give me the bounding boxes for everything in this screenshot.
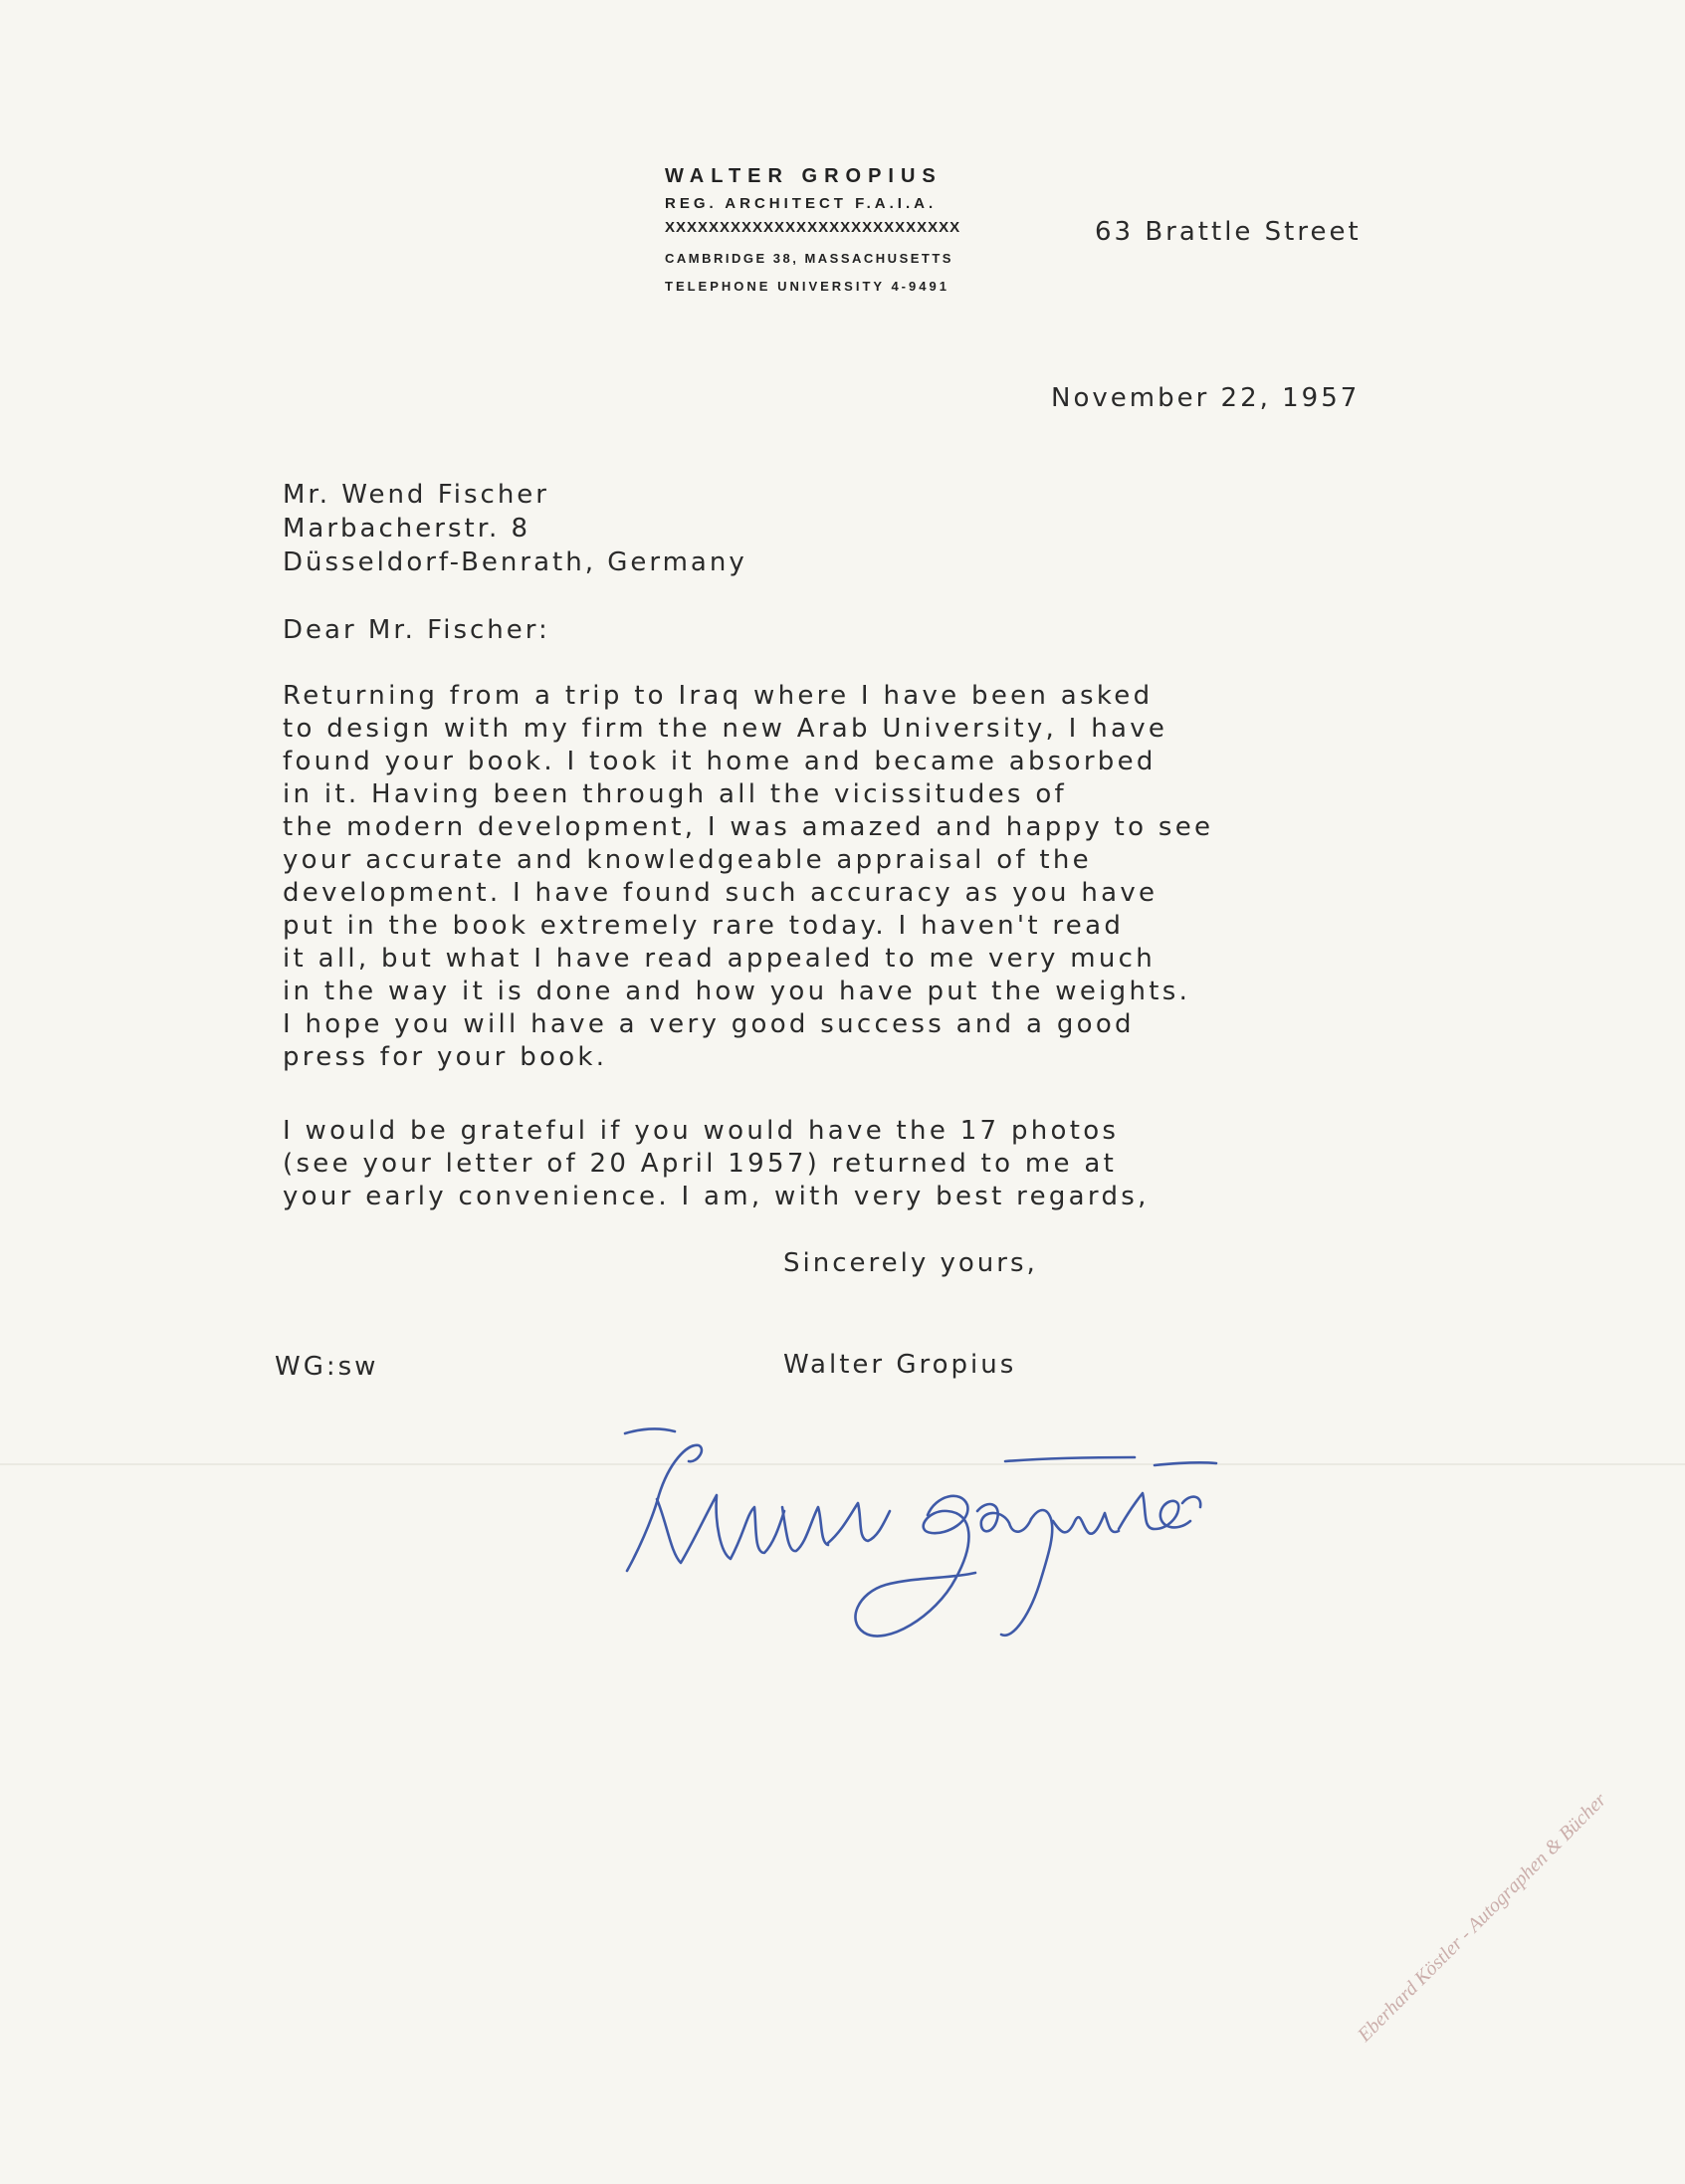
salutation: Dear Mr. Fischer: xyxy=(283,615,550,645)
dealer-watermark: Eberhard Köstler - Autographen & Bücher xyxy=(1354,1789,1611,2047)
body-line: it all, but what I have read appealed to me very much xyxy=(283,944,1156,974)
letter-date: November 22, 1957 xyxy=(1051,383,1361,413)
body-line: put in the book extremely rare today. I haven't read xyxy=(283,911,1125,941)
inside-address-line: Marbacherstr. 8 xyxy=(283,514,531,544)
inside-address-line: Düsseldorf-Benrath, Germany xyxy=(283,547,747,577)
body-line: to design with my firm the new Arab University, I have xyxy=(283,714,1168,744)
handwritten-signature xyxy=(597,1404,1413,1672)
body-line: in it. Having been through all the vicissitudes of xyxy=(283,779,1067,809)
letterhead-title: REG. ARCHITECT F.A.I.A. xyxy=(665,195,938,212)
body-line: development. I have found such accuracy as you have xyxy=(283,878,1158,908)
body-line: I hope you will have a very good success and a good xyxy=(283,1009,1135,1039)
letterhead-telephone: TELEPHONE UNIVERSITY 4-9491 xyxy=(665,279,949,294)
body-line: your accurate and knowledgeable appraisal of the xyxy=(283,845,1092,875)
body-line: your early convenience. I am, with very best regards, xyxy=(283,1182,1150,1211)
inside-address-line: Mr. Wend Fischer xyxy=(283,480,549,510)
letterhead-struck-line: XXXXXXXXXXXXXXXXXXXXXXXXXXX xyxy=(665,219,961,236)
body-line: (see your letter of 20 April 1957) returned to me at xyxy=(283,1149,1118,1179)
body-line: press for your book. xyxy=(283,1042,608,1072)
body-line: I would be grateful if you would have the 17 photos xyxy=(283,1116,1120,1146)
body-line: found your book. I took it home and became absorbed xyxy=(283,747,1157,776)
typed-signature-name: Walter Gropius xyxy=(783,1350,1017,1380)
reference-initials: WG:sw xyxy=(275,1352,379,1382)
body-line: in the way it is done and how you have put the weights. xyxy=(283,977,1191,1006)
body-line: the modern development, I was amazed and happy to see xyxy=(283,812,1214,842)
street-address: 63 Brattle Street xyxy=(1095,217,1362,247)
closing: Sincerely yours, xyxy=(783,1248,1038,1278)
body-line: Returning from a trip to Iraq where I have been asked xyxy=(283,681,1154,711)
letterhead-name: WALTER GROPIUS xyxy=(665,165,943,187)
letterhead-city: CAMBRIDGE 38, MASSACHUSETTS xyxy=(665,251,953,266)
